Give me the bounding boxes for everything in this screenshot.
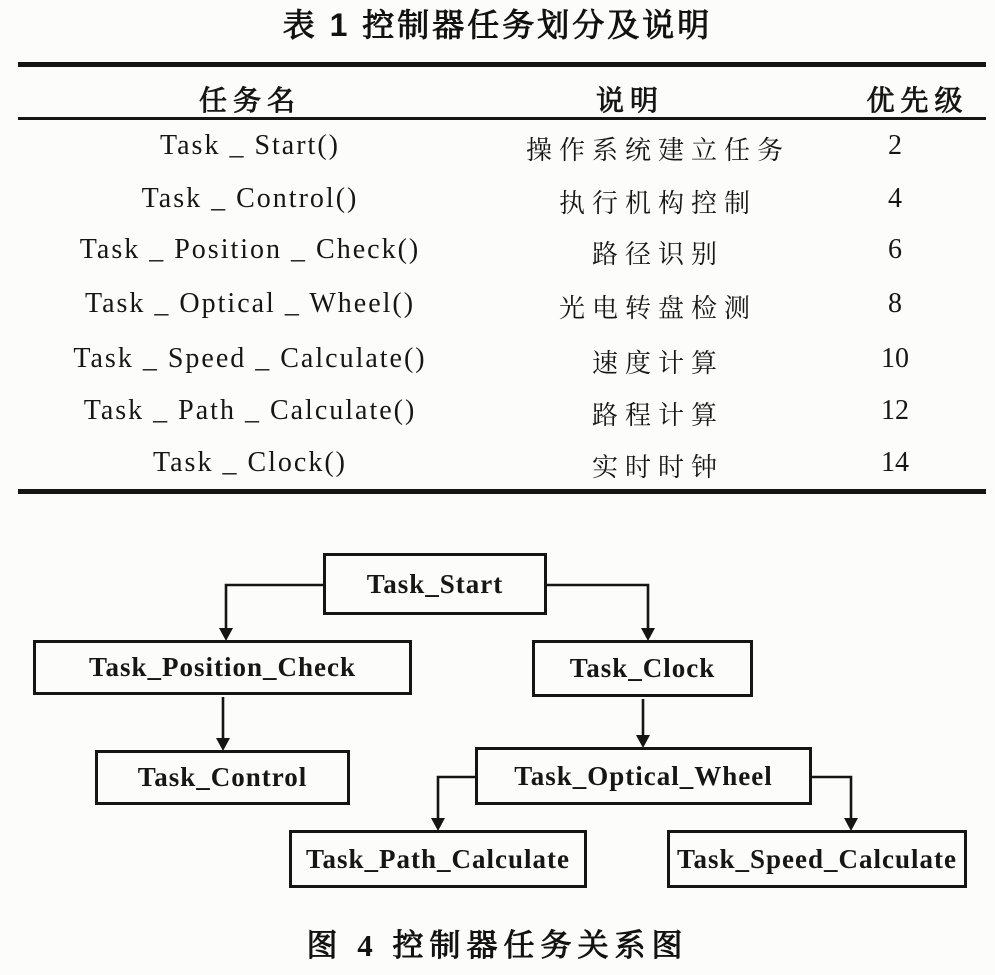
task-desc-cell: 实时时钟	[591, 453, 724, 482]
table-row	[0, 234, 995, 270]
task-name-cell: Task _ Control()	[141, 183, 359, 214]
task-desc-cell: 路径识别	[591, 240, 724, 269]
table-rule-top	[18, 62, 986, 67]
task-name-cell: Task _ Start()	[159, 130, 340, 161]
flowchart-node-task-speed-calculate: Task_Speed_Calculate	[667, 830, 967, 888]
task-desc-cell: 速度计算	[591, 349, 724, 378]
table-rule-bottom	[18, 489, 986, 494]
task-priority-cell: 8	[888, 288, 902, 319]
task-name-cell: Task _ Position _ Check()	[79, 234, 421, 265]
task-priority-cell: 12	[881, 395, 909, 426]
task-desc-cell: 执行机构控制	[558, 189, 757, 218]
task-priority-cell: 10	[881, 343, 909, 374]
table-row	[0, 395, 995, 431]
table-row	[0, 183, 995, 219]
column-header-priority: 优先级	[866, 86, 969, 117]
table-row	[0, 343, 995, 379]
column-header-desc: 说明	[595, 86, 664, 117]
task-desc-cell: 光电转盘检测	[558, 294, 757, 323]
task-name-cell: Task _ Clock()	[152, 447, 347, 478]
table-title: 表 1 控制器任务划分及说明	[282, 7, 713, 43]
table-row	[0, 130, 995, 166]
task-priority-cell: 6	[888, 234, 902, 265]
table-row	[0, 288, 995, 324]
task-name-cell: Task _ Speed _ Calculate()	[73, 343, 427, 374]
flowchart-node-task-position-check: Task_Position_Check	[33, 640, 412, 695]
flowchart-node-task-path-calculate: Task_Path_Calculate	[289, 830, 587, 888]
flowchart-node-task-clock: Task_Clock	[532, 640, 753, 697]
figure-caption: 图 4 控制器任务关系图	[306, 928, 689, 963]
task-priority-cell: 4	[888, 183, 902, 214]
task-desc-cell: 路程计算	[591, 401, 724, 430]
column-header-task: 任务名	[198, 86, 301, 117]
flowchart-node-task-start: Task_Start	[323, 553, 547, 615]
task-name-cell: Task _ Path _ Calculate()	[83, 395, 417, 426]
task-priority-cell: 14	[881, 447, 909, 478]
task-name-cell: Task _ Optical _ Wheel()	[84, 288, 416, 319]
task-desc-cell: 操作系统建立任务	[525, 136, 790, 165]
flowchart-node-task-control: Task_Control	[95, 750, 350, 805]
table-row	[0, 447, 995, 483]
flowchart-node-task-optical-wheel: Task_Optical_Wheel	[475, 747, 812, 805]
table-header-row	[0, 79, 995, 115]
task-priority-cell: 2	[888, 130, 902, 161]
